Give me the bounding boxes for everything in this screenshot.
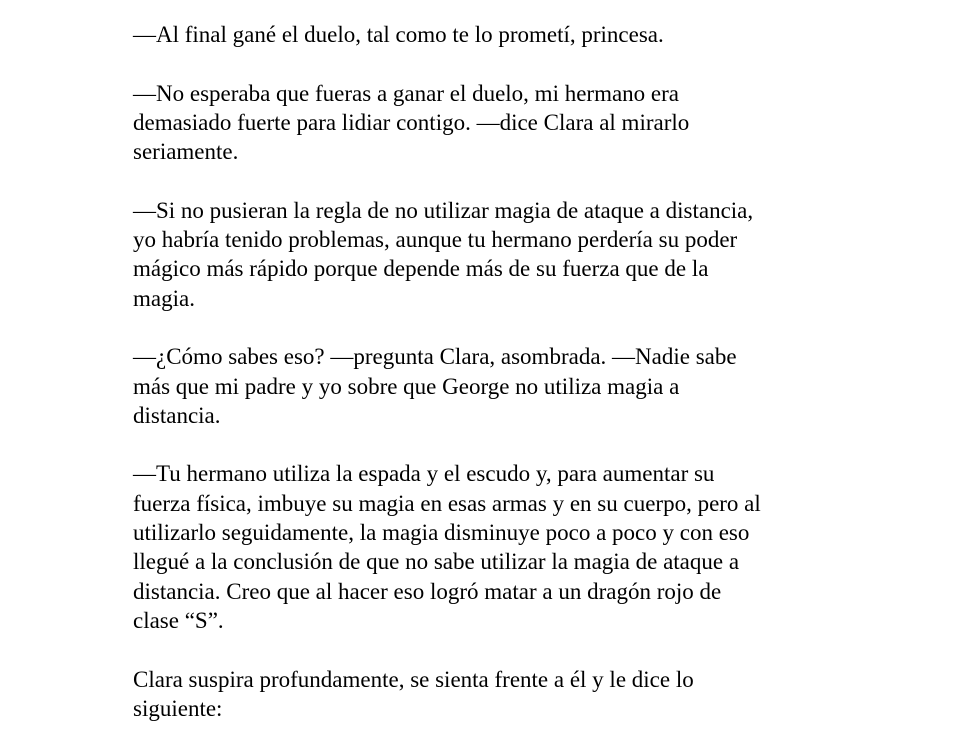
text-line: clase “S”. (133, 607, 224, 633)
text-line: siguiente: (133, 695, 223, 721)
document-body (133, 20, 853, 752)
text-line: —Tu hermano utiliza la espada y el escudo y, para aumentar su (133, 461, 715, 487)
text-line: distancia. (133, 402, 221, 428)
text-line: yo habría tenido problemas, aunque tu hermano perdería su poder (133, 227, 738, 253)
paragraph-2 (133, 79, 853, 167)
text-line: fuerza física, imbuye su magia en esas armas y en su cuerpo, pero al (133, 490, 761, 516)
text-line: distancia. Creo que al hacer eso logró matar a un dragón rojo de (133, 578, 722, 604)
text-line: demasiado fuerte para lidiar contigo. —dice Clara al mirarlo (133, 109, 690, 135)
paragraph-5 (133, 459, 853, 635)
text-line: mágico más rápido porque depende más de su fuerza que de la (133, 256, 709, 282)
text-line: magia. (133, 285, 195, 311)
paragraph-1 (133, 20, 853, 49)
paragraph-3 (133, 196, 853, 313)
text-line: —Al final gané el duelo, tal como te lo prometí, princesa. (133, 22, 664, 47)
text-line: llegué a la conclusión de que no sabe utilizar la magia de ataque a (133, 549, 740, 575)
text-line: —¿Cómo sabes eso? —pregunta Clara, asombrada. —Nadie sabe (133, 344, 737, 370)
paragraph-4 (133, 342, 853, 430)
text-line: más que mi padre y yo sobre que George no utiliza magia a (133, 373, 680, 399)
paragraph-6 (133, 665, 853, 724)
text-line: Clara suspira profundamente, se sienta frente a él y le dice lo (133, 666, 694, 692)
text-line: seriamente. (133, 139, 239, 165)
text-line: —No esperaba que fueras a ganar el duelo, mi hermano era (133, 80, 680, 106)
text-line: utilizarlo seguidamente, la magia disminuye poco a poco y con eso (133, 520, 750, 546)
text-line: —Si no pusieran la regla de no utilizar magia de ataque a distancia, (133, 197, 754, 223)
